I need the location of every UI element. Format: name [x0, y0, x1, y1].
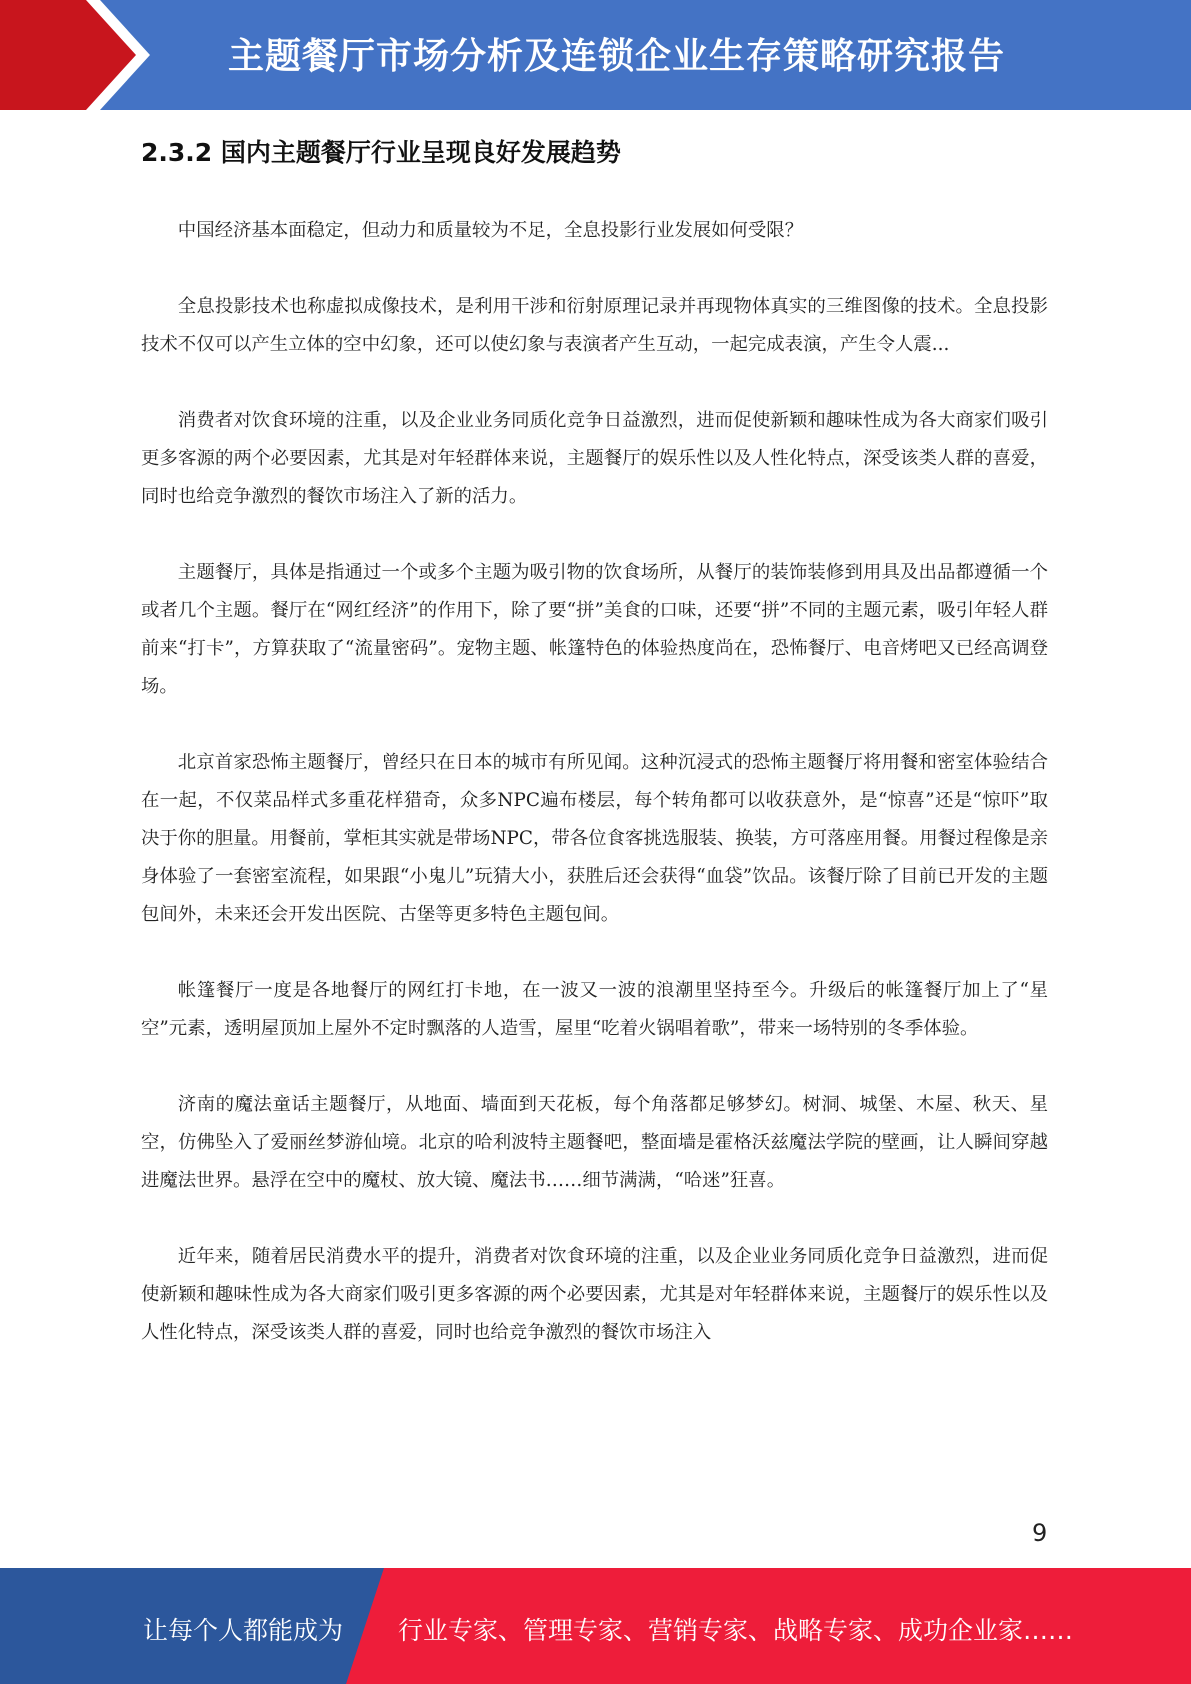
- paragraph: 中国经济基本面稳定，但动力和质量较为不足，全息投影行业发展如何受限？: [177, 220, 804, 241]
- page-footer: [0, 1568, 1191, 1684]
- paragraph: 帐篷餐厅一度是各地餐厅的网红打卡地，在一波又一波的浪潮里坚持至今。升级后的帐篷餐厅加上了“星空”元素，透明屋顶加上屋外不定时飘落的人造雪，屋里“吃着火锅唱着歌”，带来一场特别的冬季体验。: [141, 980, 1048, 1039]
- header-red-chevron: [0, 0, 136, 110]
- body-text: [141, 212, 1048, 1390]
- page-number: 9: [1032, 1519, 1048, 1547]
- section-heading: 2.3.2 国内主题餐厅行业呈现良好发展趋势: [141, 138, 621, 167]
- header-chevron-decoration: [0, 0, 160, 110]
- footer-slogan-left: 让每个人都能成为: [143, 1616, 344, 1645]
- paragraph: 消费者对饮食环境的注重，以及企业业务同质化竞争日益激烈，进而促使新颖和趣味性成为各大商家们吸引更多客源的两个必要因素，尤其是对年轻群体来说，主题餐厅的娱乐性以及人性化特点，深受该类人群的喜爱，同时也给竞争激烈的餐饮市场注入了新的活力。: [141, 410, 1048, 507]
- page-header: [0, 0, 1191, 110]
- footer-slogan-right: 行业专家、管理专家、营销专家、战略专家、成功企业家……: [398, 1616, 1074, 1645]
- paragraph: 主题餐厅，具体是指通过一个或多个主题为吸引物的饮食场所，从餐厅的装饰装修到用具及出品都遵循一个或者几个主题。餐厅在“网红经济”的作用下，除了要“拼”美食的口味，还要“拼”不同的主题元素，吸引年轻人群前来“打卡”，方算获取了“流量密码”。宠物主题、帐篷特色的体验热度尚在，恐怖餐厅、电音烤吧又已经高调登场。: [141, 562, 1048, 697]
- report-title: 主题餐厅市场分析及连锁企业生存策略研究报告: [228, 36, 1006, 77]
- paragraph: 济南的魔法童话主题餐厅，从地面、墙面到天花板，每个角落都足够梦幻。树洞、城堡、木屋、秋天、星空，仿佛坠入了爱丽丝梦游仙境。北京的哈利波特主题餐吧，整面墙是霍格沃兹魔法学院的壁画，让人瞬间穿越进魔法世界。悬浮在空中的魔杖、放大镜、魔法书……细节满满，“哈迷”狂喜。: [141, 1094, 1048, 1191]
- paragraph: 北京首家恐怖主题餐厅，曾经只在日本的城市有所见闻。这种沉浸式的恐怖主题餐厅将用餐和密室体验结合在一起，不仅菜品样式多重花样猎奇，众多NPC遍布楼层，每个转角都可以收获意外，是“惊喜”还是“惊吓”取决于你的胆量。用餐前，掌柜其实就是带场NPC，带各位食客挑选服装、换装，方可落座用餐。用餐过程像是亲身体验了一套密室流程，如果跟“小鬼儿”玩猜大小，获胜后还会获得“血袋”饮品。该餐厅除了目前已开发的主题包间外，未来还会开发出医院、古堡等更多特色主题包间。: [141, 752, 1048, 925]
- paragraph: 全息投影技术也称虚拟成像技术，是利用干涉和衍射原理记录并再现物体真实的三维图像的技术。全息投影技术不仅可以产生立体的空中幻象，还可以使幻象与表演者产生互动，一起完成表演，产生令人震...: [141, 296, 1048, 355]
- paragraph: 近年来，随着居民消费水平的提升，消费者对饮食环境的注重，以及企业业务同质化竞争日益激烈，进而促使新颖和趣味性成为各大商家们吸引更多客源的两个必要因素，尤其是对年轻群体来说，主题餐厅的娱乐性以及人性化特点，深受该类人群的喜爱，同时也给竞争激烈的餐饮市场注入: [141, 1246, 1048, 1343]
